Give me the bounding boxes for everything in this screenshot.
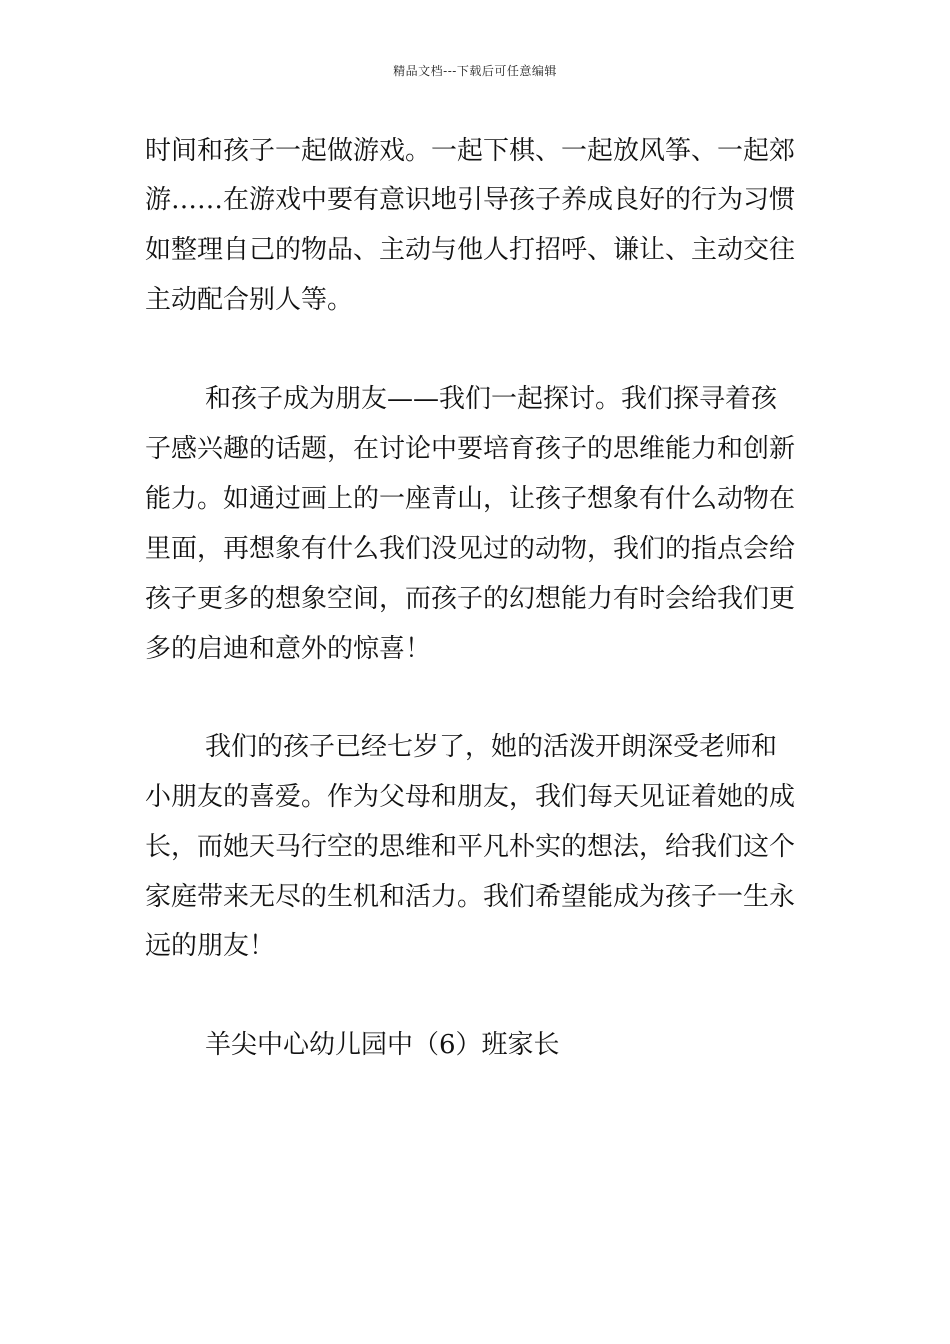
paragraph-2-line-1: 和孩子成为朋友——我们一起探讨。我们探寻着孩	[205, 384, 778, 414]
paragraph-1-line-4: 主动配合别人等。	[145, 285, 354, 315]
paragraph-3-line-1: 我们的孩子已经七岁了，她的活泼开朗深受老师和	[205, 732, 778, 762]
paragraph-3-line-5: 远的朋友！	[145, 931, 276, 961]
paragraph-3-line-3: 长，而她天马行空的思维和平凡朴实的想法，给我们这个	[145, 832, 796, 862]
paragraph-3-line-2: 小朋友的喜爱。作为父母和朋友，我们每天见证着她的成	[145, 782, 796, 812]
page-header: 精品文档---下载后可任意编辑	[393, 64, 557, 78]
signature: 羊尖中心幼儿园中（6）班家长	[205, 1030, 560, 1060]
paragraph-2-line-3: 能力。如通过画上的一座青山，让孩子想象有什么动物在	[145, 484, 796, 514]
paragraph-3-line-4: 家庭带来无尽的生机和活力。我们希望能成为孩子一生永	[145, 882, 796, 912]
paragraph-1-line-2: 游……在游戏中要有意识地引导孩子养成良好的行为习惯	[145, 185, 796, 215]
paragraph-2-line-2: 子感兴趣的话题，在讨论中要培育孩子的思维能力和创新	[145, 434, 796, 464]
paragraph-2-line-6: 多的启迪和意外的惊喜！	[145, 634, 432, 664]
paragraph-1-line-3: 如整理自己的物品、主动与他人打招呼、谦让、主动交往	[145, 235, 796, 265]
paragraph-2-line-4: 里面，再想象有什么我们没见过的动物，我们的指点会给	[145, 534, 796, 564]
paragraph-2-line-5: 孩子更多的想象空间，而孩子的幻想能力有时会给我们更	[145, 584, 796, 614]
paragraph-1-line-1: 时间和孩子一起做游戏。一起下棋、一起放风筝、一起郊	[145, 136, 796, 166]
